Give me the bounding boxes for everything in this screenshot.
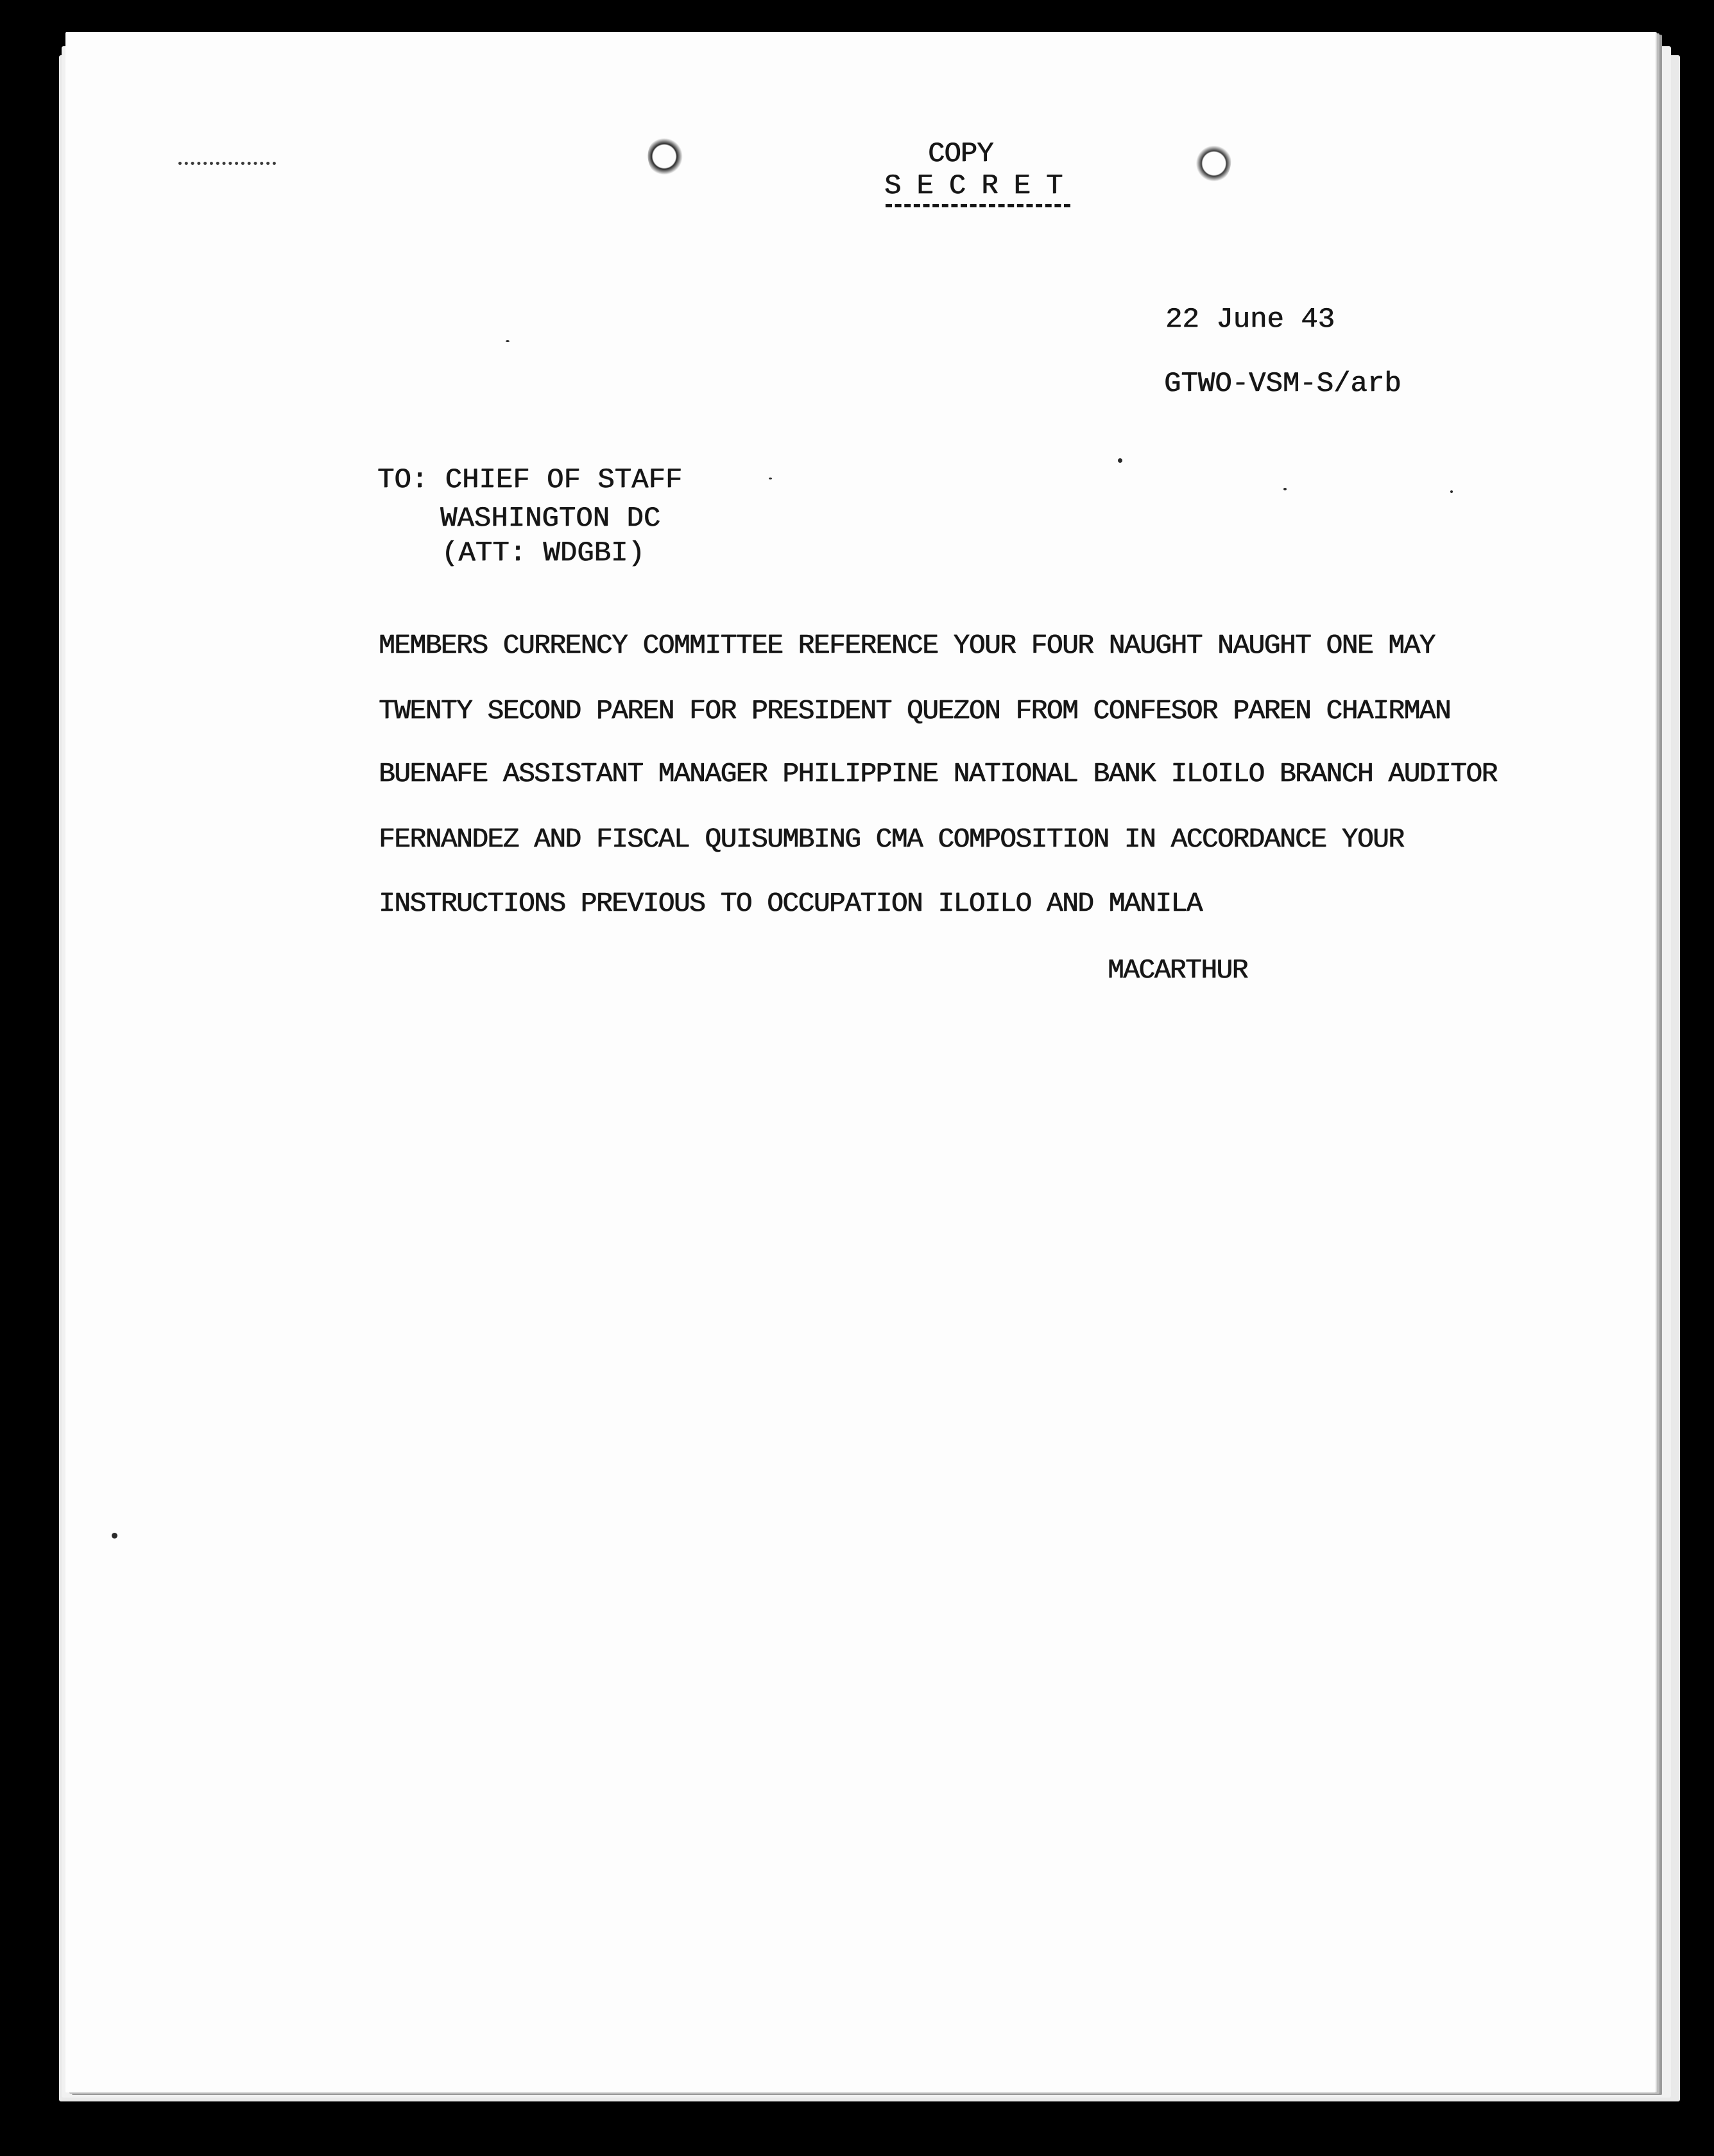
classification-marking: SECRET <box>884 170 1079 202</box>
paper-speck <box>1118 458 1122 463</box>
message-body-line: TWENTY SECOND PAREN FOR PRESIDENT QUEZON FROM CONFESOR PAREN CHAIRMAN <box>379 695 1451 727</box>
message-body-line: FERNANDEZ AND FISCAL QUISUMBING CMA COMPOSITION IN ACCORDANCE YOUR <box>379 824 1404 855</box>
addressee-line: (ATT: WDGBI) <box>441 537 645 569</box>
reference-code: GTWO-VSM-S/arb <box>1164 368 1401 400</box>
message-date: 22 June 43 <box>1165 304 1335 336</box>
document-page <box>65 32 1656 2092</box>
signature: MACARTHUR <box>1108 954 1247 986</box>
punch-hole <box>1189 137 1236 189</box>
paper-speck <box>769 478 772 479</box>
copy-label: COPY <box>928 138 993 170</box>
classification-underline <box>886 204 1070 207</box>
margin-mark <box>178 162 276 169</box>
paper-speck <box>112 1533 117 1539</box>
paper-speck <box>1450 490 1453 493</box>
message-body-line: MEMBERS CURRENCY COMMITTEE REFERENCE YOUR FOUR NAUGHT NAUGHT ONE MAY <box>379 630 1435 661</box>
message-body-line: INSTRUCTIONS PREVIOUS TO OCCUPATION ILOILO AND MANILA <box>379 888 1202 919</box>
message-body-line: BUENAFE ASSISTANT MANAGER PHILIPPINE NATIONAL BANK ILOILO BRANCH AUDITOR <box>379 758 1497 789</box>
addressee-line: WASHINGTON DC <box>440 503 661 535</box>
addressee-line: TO: CHIEF OF STAFF <box>377 464 683 496</box>
punch-hole <box>642 132 691 185</box>
paper-speck <box>506 340 510 342</box>
paper-speck <box>1283 488 1287 490</box>
